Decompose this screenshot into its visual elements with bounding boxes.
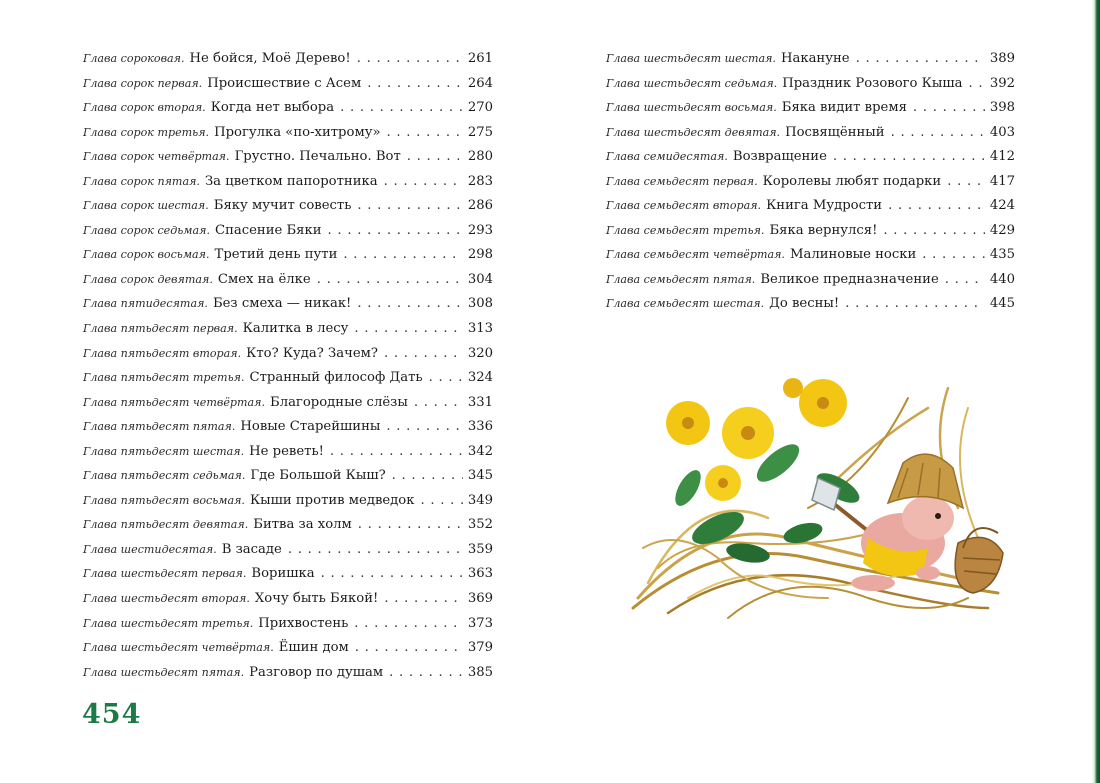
dot-leader [288, 542, 463, 557]
chapter-page-number: 304 [467, 271, 493, 287]
chapter-page-number: 264 [467, 75, 493, 91]
toc-entry [83, 296, 493, 321]
chapter-title: Посвящённый [785, 124, 885, 140]
chapter-title: Кто? Куда? Зачем? [246, 345, 378, 361]
chapter-title: Бяка вернулся! [769, 222, 878, 238]
chapter-page-number: 417 [989, 173, 1015, 189]
toc-entry [83, 125, 493, 150]
basket [955, 528, 1003, 593]
chapter-page-number: 331 [467, 394, 493, 410]
chapter-page-number: 280 [467, 149, 493, 165]
toc-entry [83, 346, 493, 371]
toc-entry [83, 247, 493, 272]
chapter-number: Глава шестьдесят вторая. [83, 592, 250, 606]
chapter-number: Глава пятьдесят шестая. [83, 444, 245, 458]
chapter-page-number: 363 [467, 566, 493, 582]
toc-entry [83, 100, 493, 125]
toc-entry [83, 198, 493, 223]
dot-leader [357, 51, 463, 66]
dot-leader [355, 640, 463, 655]
chapter-title: Накануне [780, 51, 850, 66]
dot-leader [922, 247, 985, 262]
dot-leader [429, 370, 463, 385]
chapter-page-number: 403 [989, 124, 1015, 140]
chapter-number: Глава семидесятая. [606, 150, 728, 164]
chapter-number: Глава семьдесят четвёртая. [606, 248, 785, 262]
chapter-title: Происшествие с Асем [207, 75, 362, 91]
chapter-title: Спасение Бяки [214, 222, 322, 238]
chapter-title: Когда нет выбора [210, 100, 335, 116]
toc-entry [606, 51, 1015, 76]
chapter-page-number: 320 [467, 345, 493, 361]
chapter-page-number: 275 [467, 124, 493, 140]
chapter-number: Глава шестьдесят четвёртая. [83, 641, 274, 655]
hamster-in-hay-with-flowers-illustration [628, 368, 1010, 620]
chapter-title: Возвращение [732, 149, 827, 165]
chapter-number: Глава шестьдесят третья. [83, 616, 254, 630]
chapter-title: До весны! [769, 296, 840, 312]
chapter-number: Глава сорок седьмая. [83, 223, 210, 237]
chapter-title: Смех на ёлке [217, 271, 311, 287]
dot-leader [414, 395, 463, 410]
toc-entry [606, 247, 1015, 272]
chapter-page-number: 298 [467, 247, 493, 263]
dot-leader [969, 76, 985, 91]
toc-entry [606, 76, 1015, 101]
chapter-page-number: 283 [467, 173, 493, 189]
toc-entry [83, 395, 493, 420]
chapter-number: Глава сорок восьмая. [83, 248, 210, 262]
chapter-title: Великое предназначение [760, 271, 939, 287]
chapter-title: В засаде [221, 541, 282, 557]
chapter-number: Глава семьдесят первая. [606, 174, 758, 188]
chapter-number: Глава шестьдесят восьмая. [606, 101, 777, 115]
dot-leader [343, 247, 462, 262]
toc-entry [83, 665, 493, 690]
chapter-number: Глава шестьдесят шестая. [606, 52, 776, 65]
chapter-title: Разговор по душам [249, 664, 384, 680]
chapter-number: Глава семьдесят вторая. [606, 199, 762, 213]
dot-leader [340, 100, 463, 115]
chapter-number: Глава семьдесят третья. [606, 223, 765, 237]
chapter-number: Глава пятьдесят восьмая. [83, 493, 245, 507]
dot-leader [947, 174, 985, 189]
dot-leader [386, 419, 462, 434]
chapter-title: Калитка в лесу [242, 321, 349, 337]
chapter-number: Глава шестидесятая. [83, 542, 217, 556]
chapter-title: Ёшин дом [278, 640, 349, 656]
chapter-title: Воришка [251, 566, 315, 582]
toc-entry [606, 272, 1015, 297]
chapter-number: Глава шестьдесят седьмая. [606, 76, 778, 90]
chapter-title: Королевы любят подарки [762, 173, 942, 189]
chapter-number: Глава сорок третья. [83, 125, 210, 139]
dot-leader [891, 125, 985, 140]
chapter-title: Без смеха — никак! [212, 296, 352, 312]
toc-entry [83, 640, 493, 665]
toc-entry [83, 542, 493, 567]
toc-entry [83, 149, 493, 174]
chapter-number: Глава пятьдесят первая. [83, 322, 238, 336]
toc-entry [83, 493, 493, 518]
chapter-number: Глава сорок девятая. [83, 272, 213, 286]
toc-entry [83, 370, 493, 395]
dot-leader [420, 493, 462, 508]
toc-column-left [83, 51, 493, 689]
chapter-page-number: 293 [467, 222, 493, 238]
dot-leader [888, 198, 985, 213]
chapter-number: Глава пятидесятая. [83, 297, 208, 311]
chapter-title: Кыши против медведок [249, 492, 415, 508]
chapter-page-number: 349 [467, 492, 493, 508]
chapter-number: Глава пятьдесят пятая. [83, 420, 236, 434]
chapter-page-number: 342 [467, 443, 493, 459]
chapter-page-number: 345 [467, 468, 493, 484]
chapter-title: Битва за холм [253, 517, 352, 533]
chapter-page-number: 445 [989, 296, 1015, 312]
chapter-page-number: 270 [467, 100, 493, 116]
dot-leader [392, 468, 463, 483]
chapter-page-number: 389 [989, 51, 1015, 66]
toc-entry [606, 149, 1015, 174]
chapter-number: Глава шестьдесят пятая. [83, 665, 245, 679]
chapter-title: Не реветь! [249, 443, 324, 459]
dot-leader [387, 125, 463, 140]
dot-leader [321, 566, 463, 581]
chapter-number: Глава сорок четвёртая. [83, 150, 230, 164]
chapter-title: Прихвостень [258, 615, 349, 631]
chapter-page-number: 412 [989, 149, 1015, 165]
dot-leader [945, 272, 985, 287]
dot-leader [407, 149, 463, 164]
page-edge-binding [1092, 0, 1100, 783]
toc-entry [83, 321, 493, 346]
toc-entry [83, 76, 493, 101]
chapter-title: Малиновые носки [789, 247, 917, 263]
chapter-number: Глава сорок пятая. [83, 174, 200, 188]
toc-entry [83, 444, 493, 469]
chapter-page-number: 324 [467, 370, 493, 386]
dot-leader [354, 616, 463, 631]
toc-entry [83, 272, 493, 297]
chapter-page-number: 424 [989, 198, 1015, 214]
toc-entry [83, 566, 493, 591]
chapter-title: Хочу быть Бякой! [254, 591, 379, 607]
dot-leader [357, 198, 462, 213]
dot-leader [845, 296, 985, 311]
chapter-page-number: 398 [989, 100, 1015, 116]
page-number: 454 [82, 699, 142, 730]
toc-entry [83, 419, 493, 444]
chapter-number: Глава семьдесят шестая. [606, 297, 765, 311]
chapter-number: Глава пятьдесят седьмая. [83, 469, 246, 483]
chapter-title: Третий день пути [214, 247, 338, 263]
toc-entry [606, 223, 1015, 248]
chapter-title: Книга Мудрости [766, 198, 883, 214]
chapter-page-number: 379 [467, 640, 493, 656]
chapter-title: Не бойся, Моё Дерево! [189, 51, 351, 66]
toc-entry [83, 591, 493, 616]
toc-entry [83, 616, 493, 641]
dot-leader [354, 321, 462, 336]
dot-leader [833, 149, 985, 164]
toc-entry [606, 174, 1015, 199]
dot-leader [328, 223, 463, 238]
toc-entry [606, 296, 1015, 321]
toc-column-right [606, 51, 1015, 321]
chapter-number: Глава сорок вторая. [83, 101, 206, 115]
chapter-title: Прогулка «по-хитрому» [214, 124, 381, 140]
chapter-number: Глава сорок первая. [83, 76, 203, 90]
chapter-number: Глава семьдесят пятая. [606, 272, 756, 286]
chapter-number: Глава сороковая. [83, 52, 185, 65]
dot-leader [384, 174, 463, 189]
chapter-title: Благородные слёзы [270, 394, 408, 410]
chapter-page-number: 392 [989, 75, 1015, 91]
dot-leader [384, 346, 463, 361]
chapter-title: Странный философ Дать [249, 370, 423, 386]
chapter-page-number: 385 [467, 664, 493, 680]
dot-leader [317, 272, 463, 287]
chapter-number: Глава пятьдесят четвёртая. [83, 395, 265, 409]
chapter-title: Бяка видит время [781, 100, 907, 116]
dot-leader [330, 444, 463, 459]
dot-leader [389, 665, 463, 680]
chapter-page-number: 435 [989, 247, 1015, 263]
toc-entry [83, 517, 493, 542]
dot-leader [357, 296, 462, 311]
chapter-page-number: 336 [467, 419, 493, 435]
dot-leader [856, 51, 985, 66]
chapter-number: Глава пятьдесят девятая. [83, 518, 249, 532]
chapter-number: Глава сорок шестая. [83, 199, 209, 213]
toc-entry [606, 198, 1015, 223]
chapter-title: Бяку мучит совесть [213, 198, 352, 214]
toc-entry [606, 125, 1015, 150]
toc-entry [83, 51, 493, 76]
chapter-number: Глава пятьдесят вторая. [83, 346, 242, 360]
chapter-page-number: 429 [989, 222, 1015, 238]
toc-entry [83, 223, 493, 248]
chapter-page-number: 286 [467, 198, 493, 214]
chapter-page-number: 308 [467, 296, 493, 312]
chapter-page-number: 373 [467, 615, 493, 631]
chapter-page-number: 440 [989, 271, 1015, 287]
chapter-page-number: 359 [467, 541, 493, 557]
dot-leader [913, 100, 985, 115]
dot-leader [384, 591, 463, 606]
chapter-title: Праздник Розового Кыша [782, 75, 963, 91]
toc-entry [83, 468, 493, 493]
chapter-title: За цветком папоротника [204, 173, 378, 189]
chapter-page-number: 313 [467, 321, 493, 337]
chapter-number: Глава шестьдесят девятая. [606, 125, 781, 139]
dot-leader [367, 76, 463, 91]
chapter-page-number: 261 [467, 51, 493, 66]
chapter-number: Глава пятьдесят третья. [83, 371, 245, 385]
dot-leader [358, 517, 463, 532]
toc-entry [606, 100, 1015, 125]
chapter-page-number: 369 [467, 591, 493, 607]
chapter-title: Где Большой Кыш? [250, 468, 386, 484]
chapter-title: Новые Старейшины [240, 419, 381, 435]
dot-leader [883, 223, 984, 238]
chapter-number: Глава шестьдесят первая. [83, 567, 247, 581]
toc-entry [83, 174, 493, 199]
chapter-title: Грустно. Печально. Вот [234, 149, 401, 165]
chapter-page-number: 352 [467, 517, 493, 533]
